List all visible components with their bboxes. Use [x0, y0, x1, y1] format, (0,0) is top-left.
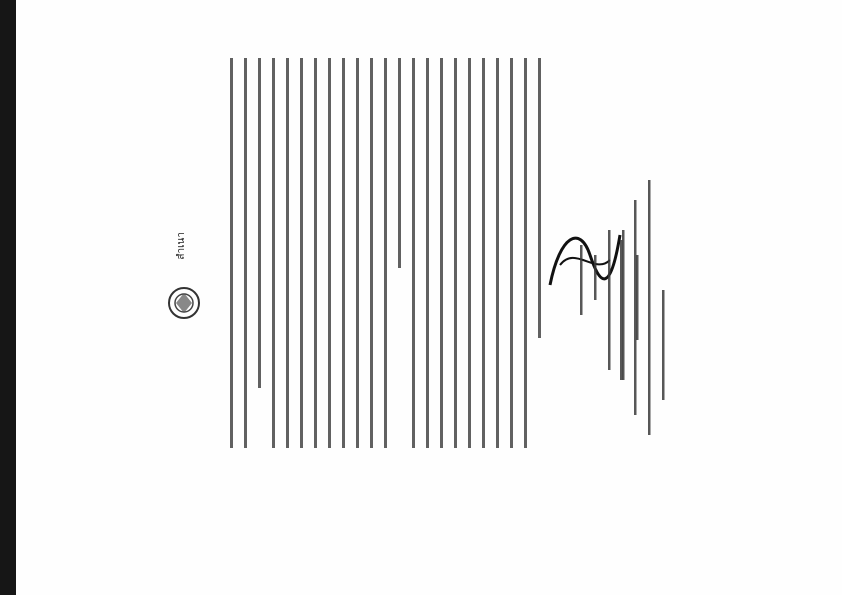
body-text-block [230, 40, 560, 470]
thai-garuda-seal-icon [166, 285, 202, 321]
document-title: สำเนา [176, 232, 187, 260]
footer-contact-lines [620, 180, 680, 440]
scan-edge-border [0, 0, 16, 595]
